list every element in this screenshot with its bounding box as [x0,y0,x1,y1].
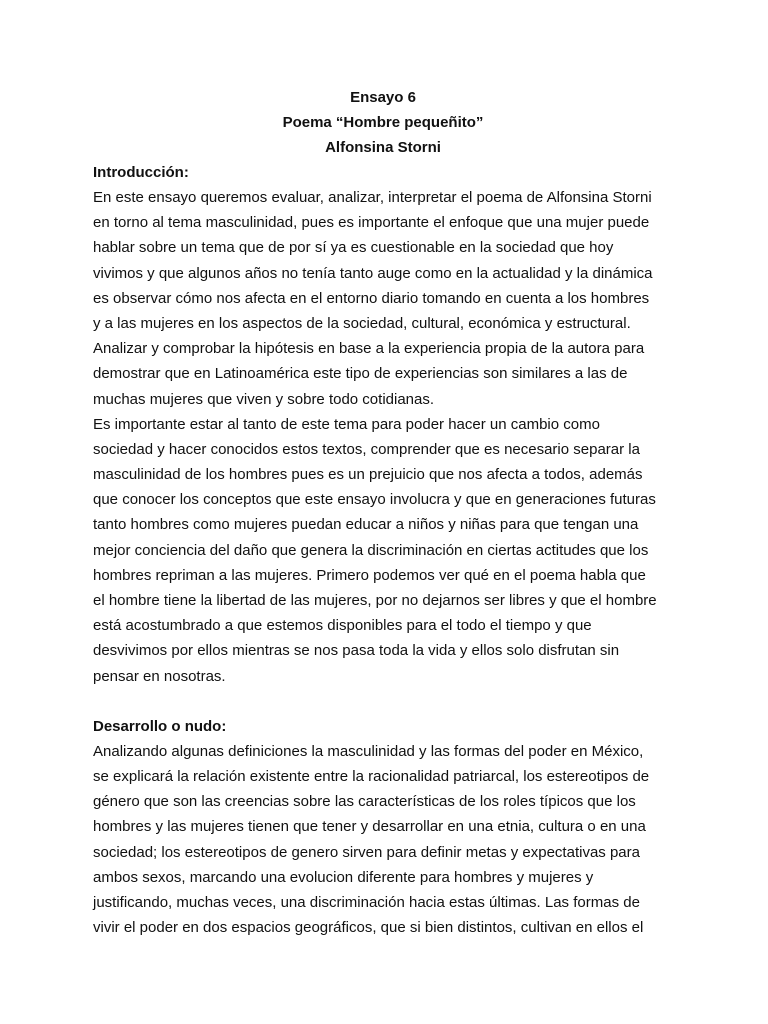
text-line: se explicará la relación existente entre la racionalidad patriarcal, los estereotipos de [93,767,650,785]
introduction-heading: Introducción: [93,164,189,181]
text-line: sociedad; los estereotipos de genero sirven para definir metas y expectativas para [93,843,640,861]
text-line: masculinidad de los hombres pues es un prejuicio que nos afecta a todos, además [93,466,643,484]
text-line: En este ensayo queremos evaluar, analizar, interpretar el poema de Alfonsina Storni [93,189,652,206]
text-line: hombres y las mujeres tienen que tener y desarrollar en una etnia, cultura o en una [93,818,646,836]
development-text [93,739,693,941]
text-line: en torno al tema masculinidad, pues es importante el enfoque que una mujer puede [93,214,650,232]
text-line: género que son las creencias sobre las características de los roles típicos que los [93,793,636,811]
text-line: hablar sobre un tema que de por sí ya es cuestionable en la sociedad que hoy [93,239,614,257]
text-line: es observar cómo nos afecta en el entorno diario tomando en cuenta a los hombres [93,289,650,307]
poem-title: Poema “Hombre pequeñito” [282,114,484,131]
text-line: sociedad y hacer conocidos estos textos, comprender que es necesario separar la [93,440,640,458]
text-line: vivimos y que algunos años no tenía tanto auge como en la actualidad y la dinámica [93,264,653,282]
essay-number: Ensayo 6 [350,89,416,106]
introduction-section [93,160,693,689]
author-name: Alfonsina Storni [325,139,441,156]
text-line: que conocer los conceptos que este ensayo involucra y que en generaciones futuras [93,491,656,509]
text-line: está acostumbrado a que estemos disponibles para el todo el tiempo y que [93,617,592,635]
text-line: muchas mujeres que viven y sobre todo cotidianas. [93,390,435,408]
development-heading: Desarrollo o nudo: [93,717,227,735]
text-line: Analizar y comprobar la hipótesis en base a la experiencia propia de la autora para [93,340,645,358]
text-line: desvivimos por ellos mientras se nos pasa toda la vida y ellos solo disfrutan sin [93,642,620,660]
text-line: vivir el poder en dos espacios geográficos, que si bien distintos, cultivan en ellos el [93,919,644,937]
text-line: pensar en nosotras. [93,667,226,685]
text-line: demostrar que en Latinoamérica este tipo de experiencias son similares a las de [93,365,628,383]
text-line: mejor conciencia del daño que genera la discriminación en ciertas actitudes que los [93,541,649,559]
introduction-text [93,185,693,689]
text-line: y a las mujeres en los aspectos de la sociedad, cultural, económica y estructural. [93,314,631,332]
text-line: el hombre tiene la libertad de las mujeres, por no dejarnos ser libres y que el hombre [93,592,657,609]
paragraph-gap [93,689,768,714]
text-line: ambos sexos, marcando una evolucion diferente para hombres y mujeres y [93,868,594,886]
development-section [93,714,693,941]
text-line: hombres repriman a las mujeres. Primero podemos ver qué en el poema habla que [93,566,646,584]
title-block [93,85,673,160]
text-line: tanto hombres como mujeres puedan educar a niños y niñas para que tengan una [93,516,639,534]
text-line: justificando, muchas veces, una discriminación hacia estas últimas. Las formas de [93,893,640,911]
text-line: Es importante estar al tanto de este tema para poder hacer un cambio como [93,415,600,433]
text-line: Analizando algunas definiciones la masculinidad y las formas del poder en México, [93,742,644,760]
